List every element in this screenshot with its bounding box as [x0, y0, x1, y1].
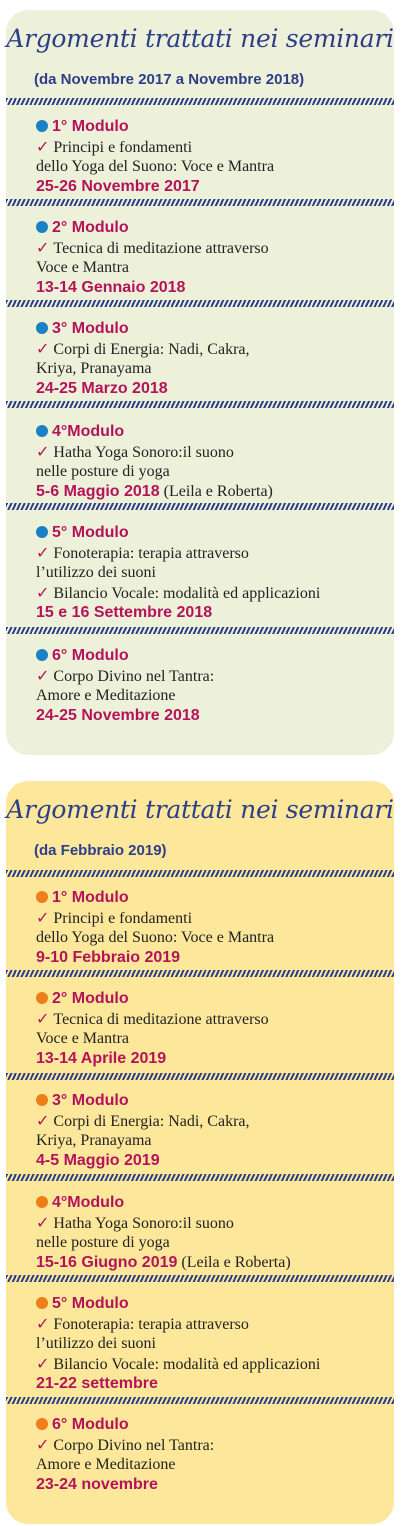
check-icon: ✓ [36, 1354, 50, 1373]
module-topic: Corpo Divino nel Tantra: [53, 668, 215, 685]
card-subtitle: (da Novembre 2017 a Novembre 2018) [34, 71, 305, 88]
check-icon: ✓ [36, 137, 50, 156]
dot-icon [36, 322, 48, 334]
module-topic: Tecnica di meditazione attraverso [53, 1011, 269, 1028]
check-icon: ✓ [36, 442, 50, 461]
dot-icon [36, 649, 48, 661]
module-topic-continuation: Amore e Meditazione [36, 687, 176, 704]
module-date: 4-5 Maggio 2019 [36, 1152, 160, 1169]
dot-icon [36, 526, 48, 538]
check-icon: ✓ [36, 543, 50, 562]
module-topic: Bilancio Vocale: modalità ed applicazioni [53, 585, 321, 602]
module-heading: 6° Modulo [52, 1416, 129, 1433]
divider [6, 503, 394, 510]
module-item [36, 1415, 386, 1495]
module-date: 15 e 16 Settembre 2018 [36, 604, 213, 621]
module-topic: Fonoterapia: terapia attraverso [53, 1316, 249, 1333]
module-topic: Principi e fondamenti [53, 910, 193, 927]
module-topic: Hatha Yoga Sonoro:il suono [53, 444, 234, 461]
module-item [36, 319, 386, 399]
module-heading: 1° Modulo [52, 889, 129, 906]
divider [6, 1174, 394, 1181]
seminar-card-2017 [6, 10, 394, 755]
dot-icon [36, 1094, 48, 1106]
module-topic-continuation: Voce e Mantra [36, 1030, 129, 1047]
module-heading: 5° Modulo [52, 1295, 129, 1312]
module-note: (Leila e Roberta) [177, 1254, 291, 1271]
module-date: 15-16 Giugno 2019 [36, 1254, 178, 1271]
module-item [36, 888, 386, 968]
divider [6, 1275, 394, 1282]
card-title: Argomenti trattati nei seminari [6, 795, 394, 824]
module-heading: 6° Modulo [52, 647, 129, 664]
module-heading: 2° Modulo [52, 990, 129, 1007]
module-topic: Fonoterapia: terapia attraverso [53, 545, 249, 562]
module-topic: Bilancio Vocale: modalità ed applicazioni [53, 1356, 321, 1373]
module-topic-continuation: Kriya, Pranayama [36, 1132, 152, 1149]
seminar-card-2019 [6, 781, 394, 1524]
check-icon: ✓ [36, 666, 50, 685]
divider [6, 1073, 394, 1080]
divider [6, 300, 394, 307]
module-heading: 3° Modulo [52, 1092, 129, 1109]
dot-icon [36, 1297, 48, 1309]
module-topic-continuation: dello Yoga del Suono: Voce e Mantra [36, 929, 275, 946]
module-topic: Tecnica di meditazione attraverso [53, 240, 269, 257]
card-subtitle: (da Febbraio 2019) [34, 842, 167, 859]
module-date: 23-24 novembre [36, 1476, 158, 1493]
module-item [36, 989, 386, 1069]
module-item [36, 117, 386, 197]
module-topic-continuation: l’utilizzo dei suoni [36, 564, 156, 581]
module-topic: Corpi di Energia: Nadi, Cakra, [53, 1113, 250, 1130]
dot-icon [36, 891, 48, 903]
divider [6, 627, 394, 634]
module-topic: Corpo Divino nel Tantra: [53, 1437, 215, 1454]
check-icon: ✓ [36, 1314, 50, 1333]
check-icon: ✓ [36, 583, 50, 602]
module-topic: Hatha Yoga Sonoro:il suono [53, 1215, 234, 1232]
check-icon: ✓ [36, 1111, 50, 1130]
module-date: 13-14 Aprile 2019 [36, 1050, 167, 1067]
module-topic-continuation: Kriya, Pranayama [36, 360, 152, 377]
check-icon: ✓ [36, 1213, 50, 1232]
module-topic-continuation: Amore e Meditazione [36, 1456, 176, 1473]
card-title: Argomenti trattati nei seminari [6, 24, 394, 53]
dot-icon [36, 992, 48, 1004]
module-topic-continuation: dello Yoga del Suono: Voce e Mantra [36, 158, 275, 175]
divider [6, 98, 394, 105]
module-heading: 3° Modulo [52, 320, 129, 337]
module-topic-continuation: Voce e Mantra [36, 259, 129, 276]
module-heading: 1° Modulo [52, 118, 129, 135]
module-note: (Leila e Roberta) [159, 483, 273, 500]
check-icon: ✓ [36, 1009, 50, 1028]
module-item [36, 523, 386, 623]
module-date: 24-25 Marzo 2018 [36, 380, 168, 397]
check-icon: ✓ [36, 339, 50, 358]
module-topic-continuation: l’utilizzo dei suoni [36, 1335, 156, 1352]
module-heading: 4°Modulo [52, 423, 125, 440]
module-heading: 5° Modulo [52, 524, 129, 541]
check-icon: ✓ [36, 238, 50, 257]
dot-icon [36, 425, 48, 437]
module-date: 9-10 Febbraio 2019 [36, 949, 181, 966]
module-item [36, 646, 386, 726]
module-item [36, 1091, 386, 1171]
dot-icon [36, 1196, 48, 1208]
divider [6, 870, 394, 877]
divider [6, 401, 394, 408]
module-topic-continuation: nelle posture di yoga [36, 1234, 170, 1251]
module-item [36, 1193, 386, 1273]
dot-icon [36, 221, 48, 233]
module-item [36, 218, 386, 298]
divider [6, 199, 394, 206]
module-item [36, 422, 386, 502]
module-heading: 2° Modulo [52, 219, 129, 236]
module-topic-continuation: nelle posture di yoga [36, 463, 170, 480]
dot-icon [36, 120, 48, 132]
check-icon: ✓ [36, 1435, 50, 1454]
divider [6, 970, 394, 977]
module-item [36, 1294, 386, 1394]
module-date: 21-22 settembre [36, 1375, 158, 1392]
check-icon: ✓ [36, 908, 50, 927]
module-heading: 4°Modulo [52, 1194, 125, 1211]
module-date: 25-26 Novembre 2017 [36, 178, 200, 195]
module-date: 5-6 Maggio 2018 [36, 483, 160, 500]
dot-icon [36, 1418, 48, 1430]
divider [6, 1397, 394, 1404]
module-date: 24-25 Novembre 2018 [36, 707, 200, 724]
module-topic: Principi e fondamenti [53, 139, 193, 156]
module-topic: Corpi di Energia: Nadi, Cakra, [53, 341, 250, 358]
module-date: 13-14 Gennaio 2018 [36, 279, 186, 296]
